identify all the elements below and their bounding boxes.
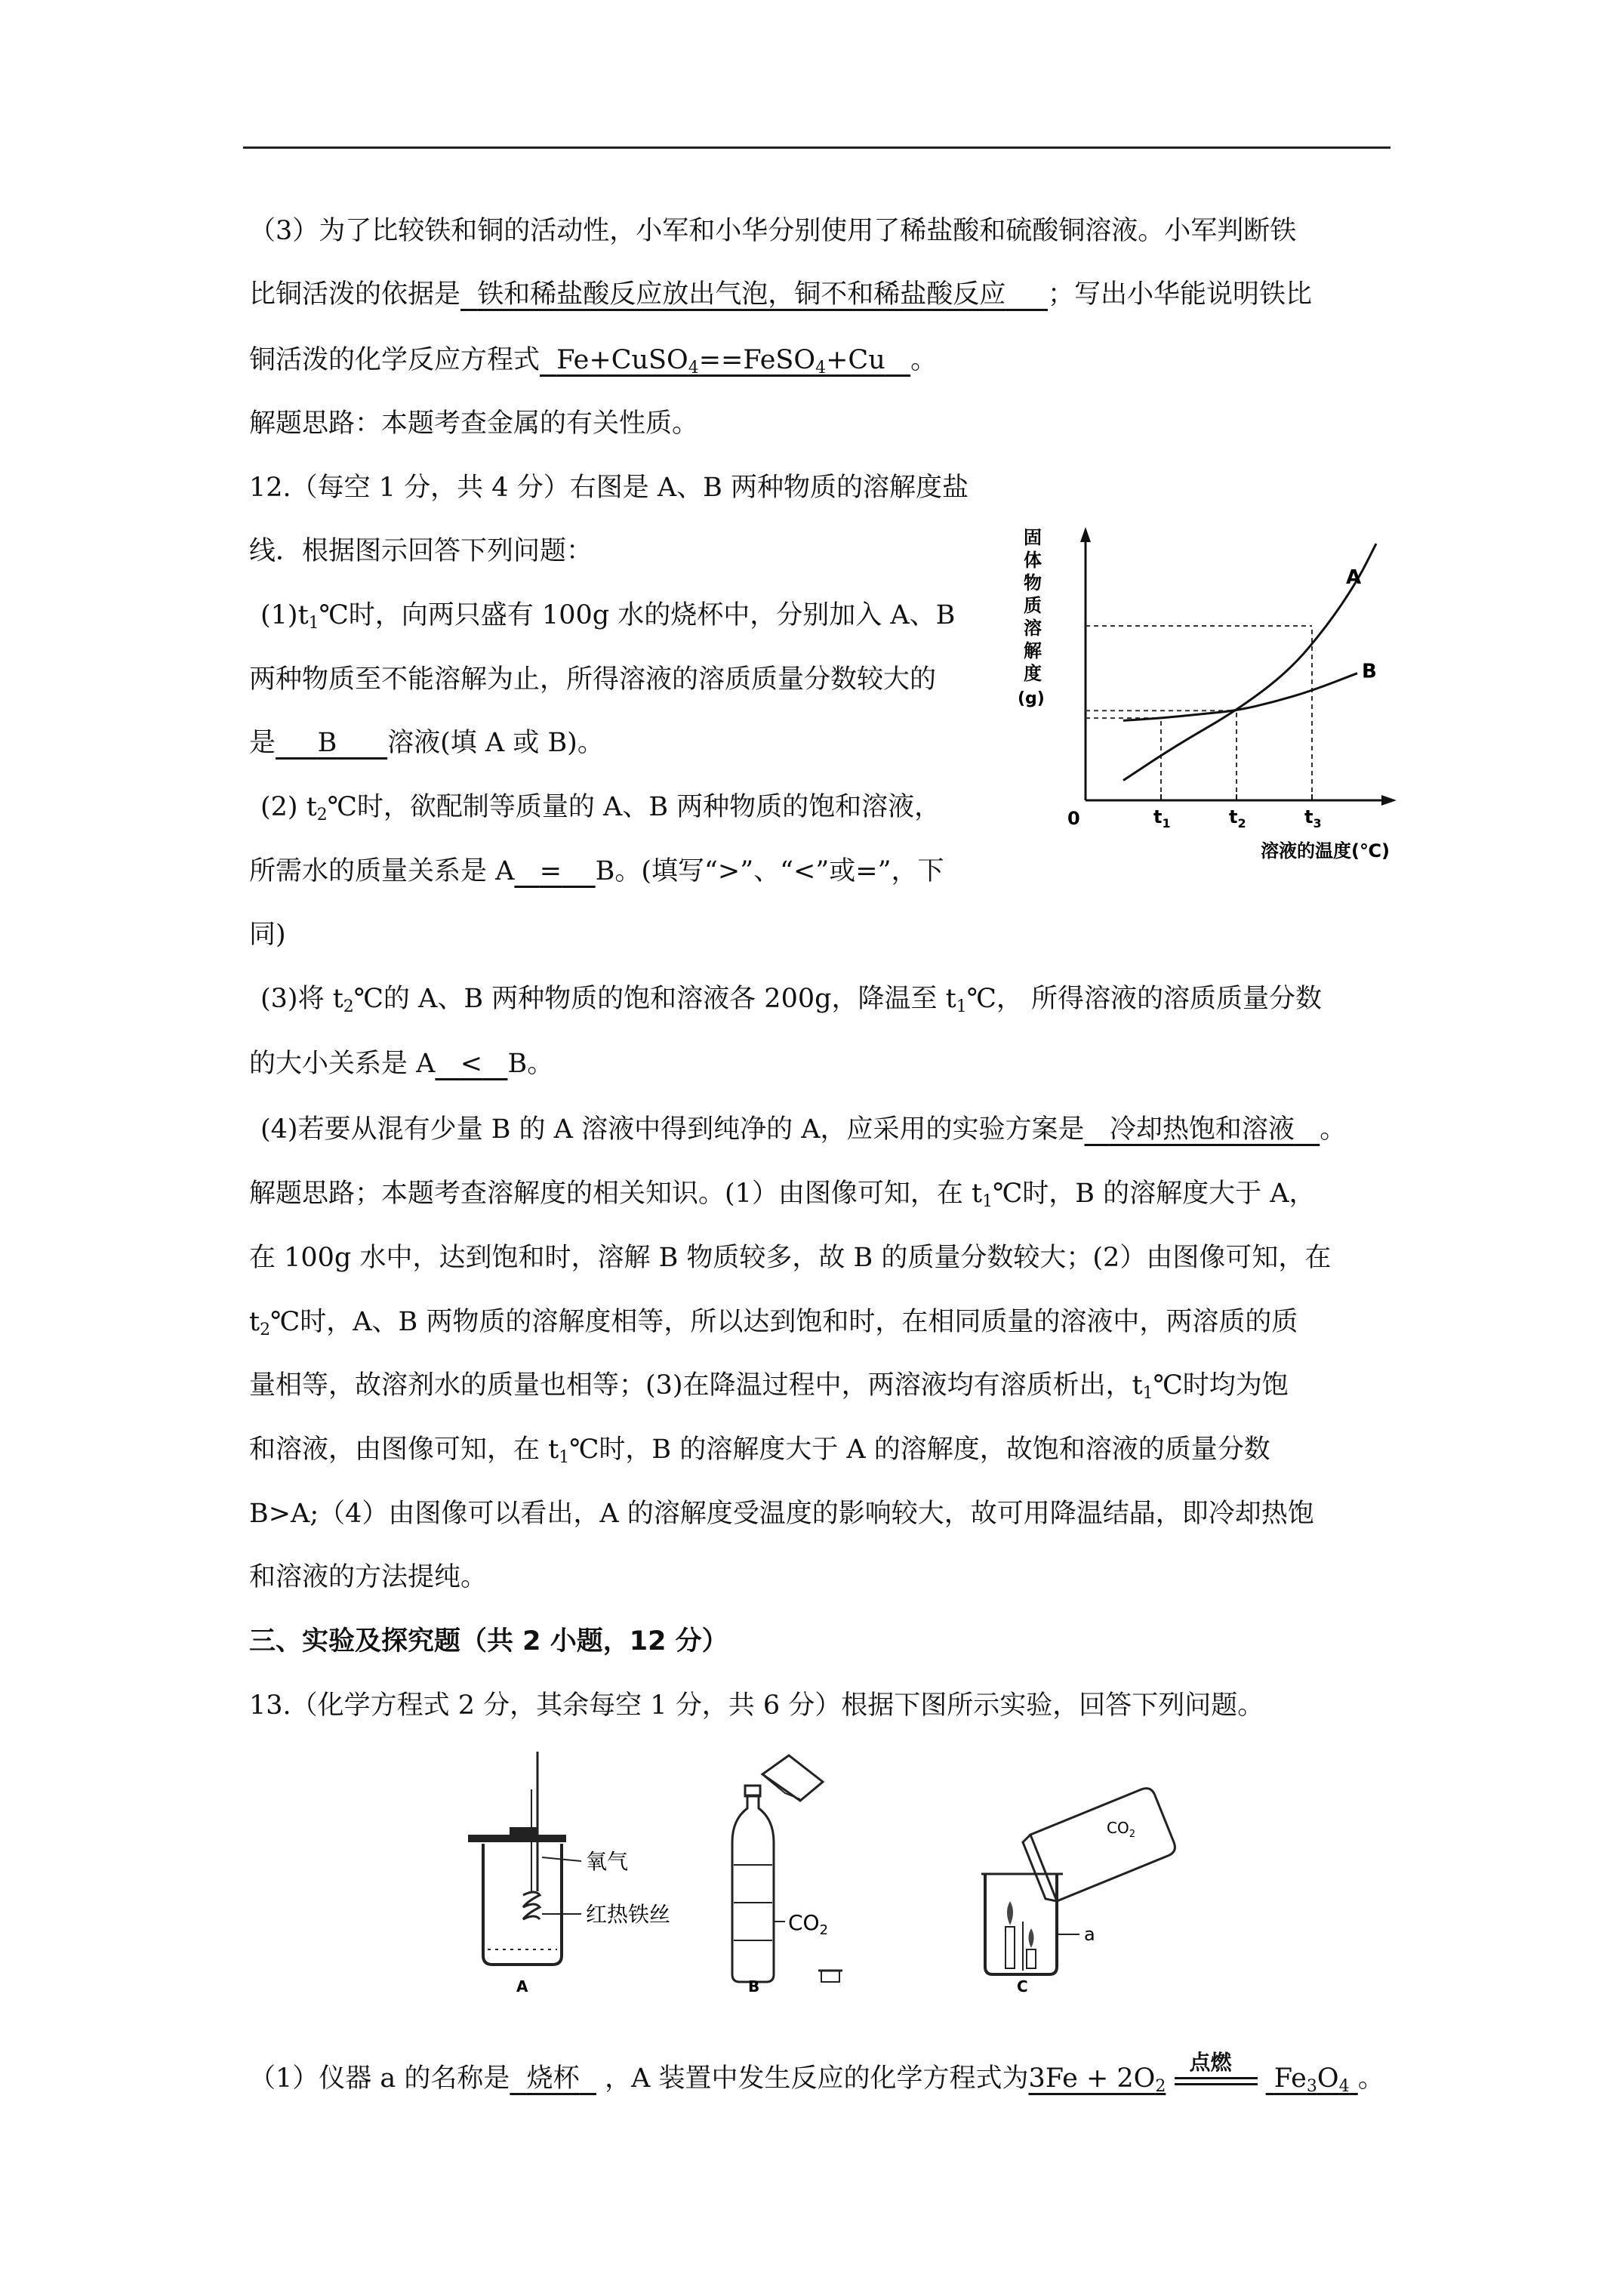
q12-answer3: < xyxy=(460,1049,483,1079)
label-c: C xyxy=(1017,1977,1028,1993)
chart-x-tick-label: $t_3$ xyxy=(1304,806,1322,831)
q11-3-line2: 比铜活泼的依据是 铁和稀盐酸反应放出气泡，铜不和稀盐酸反应 ；写出小华能说明铁比 xyxy=(249,279,1312,310)
chart-xlabel: 溶液的温度(℃) xyxy=(1261,840,1390,861)
apparatus-a xyxy=(468,1752,670,1993)
q12-p4: (4)若要从混有少量 B 的 A 溶液中得到纯净的 A，应采用的实验方案是 冷却热饱和溶液 。 xyxy=(260,1114,1347,1145)
label-co2-c: $CO_2$ xyxy=(1107,1819,1135,1840)
experiment-figure xyxy=(453,1752,1208,1993)
label-b: B xyxy=(748,1977,760,1993)
header-rule xyxy=(243,146,1390,149)
chart-series-b xyxy=(1123,673,1357,721)
chart-x-tick-label: $t_2$ xyxy=(1229,806,1246,831)
apparatus-b xyxy=(732,1755,842,1993)
q12-hint-4: 量相等，故溶剂水的质量也相等；(3)在降温过程中，两溶液均有溶质析出，$t_1℃$时均为饱 xyxy=(249,1370,1289,1403)
chart-ylabel-char: 体 xyxy=(1024,550,1042,571)
apparatus-c xyxy=(981,1789,1175,1993)
q12-p2-line3: 同) xyxy=(249,920,286,950)
q12-answer2: = xyxy=(539,856,562,886)
label-oxygen: 氧气 xyxy=(586,1849,629,1874)
label-co2-b: $CO_2$ xyxy=(788,1910,829,1938)
q12-p3-line2: 的大小关系是 A < B。 xyxy=(249,1049,554,1079)
q12-p1-line2: 两种物质至不能溶解为止，所得溶液的溶质质量分数较大的 xyxy=(249,664,937,695)
q13-equation: $3Fe + 2O_2$ xyxy=(1028,2063,1166,2096)
chart-origin-label: 0 xyxy=(1067,808,1080,829)
q12-title: 12.（每空 1 分，共 4 分）右图是 A、B 两种物质的溶解度盐 xyxy=(249,473,969,503)
chart-ylabel-unit: (g) xyxy=(1018,689,1045,708)
chart-series-label-b: B xyxy=(1362,660,1377,683)
chart-ylabel-char: 质 xyxy=(1024,595,1042,616)
q12-answer4: 冷却热饱和溶液 xyxy=(1109,1114,1295,1145)
q12-hint-7: 和溶液的方法提纯。 xyxy=(249,1562,488,1592)
chart-ylabel-char: 解 xyxy=(1024,640,1042,661)
section3-heading: 三、实验及探究题（共 2 小题，12 分） xyxy=(249,1626,728,1657)
chart-y-arrow xyxy=(1080,527,1091,542)
label-a-beaker: a xyxy=(1084,1924,1095,1945)
q11-3-line3: 铜活泼的化学反应方程式 Fe+CuSO$_4$==FeSO$_4$+Cu 。 xyxy=(249,345,938,378)
chart-x-tick-label: $t_1$ xyxy=(1153,806,1171,831)
q11-3-line1: （3）为了比较铁和铜的活动性，小军和小华分别使用了稀盐酸和硫酸铜溶液。小军判断铁 xyxy=(249,216,1297,246)
q11-hint: 解题思路：本题考查金属的有关性质。 xyxy=(249,408,699,439)
chart-ylabel-char: 度 xyxy=(1024,663,1042,684)
solubility-chart xyxy=(1012,513,1434,868)
q12-p1-line1: $(1)t_1℃$时，向两只盛有 100g 水的烧杯中，分别加入 A、B xyxy=(260,600,956,633)
chart-series-label-a: A xyxy=(1346,566,1362,589)
reaction-condition: 点燃 xyxy=(1175,2065,1258,2095)
q12-p1-line3: 是 B 溶液(填 A 或 B)。 xyxy=(249,728,604,758)
q12-hint-5: 和溶液，由图像可知，在 $t_1℃$时，B 的溶解度大于 A 的溶解度，故饱和溶液的质量分数 xyxy=(249,1435,1270,1467)
label-iron-wire: 红热铁丝 xyxy=(586,1902,671,1927)
q12-title2: 线．根据图示回答下列问题： xyxy=(249,536,593,566)
q13-answer1: 烧杯 xyxy=(526,2063,580,2094)
label-a: A xyxy=(516,1977,528,1993)
q12-hint-1: 解题思路；本题考查溶解度的相关知识。(1）由图像可知，在 $t_1℃$时，B 的溶解度大于 A， xyxy=(249,1179,1316,1211)
q12-hint-3: $t_2℃$时，A、B 两物质的溶解度相等，所以达到饱和时，在相同质量的溶液中，两溶质的质 xyxy=(249,1307,1298,1339)
q12-answer1: B xyxy=(317,728,337,758)
q11-3-answer2: Fe+CuSO$_4$==FeSO$_4$+Cu xyxy=(556,345,885,378)
chart-ylabel-char: 溶 xyxy=(1024,618,1042,639)
q11-3-answer1: 铁和稀盐酸反应放出气泡，铜不和稀盐酸反应 xyxy=(477,279,1006,310)
q12-hint-2: 在 100g 水中，达到饱和时，溶解 B 物质较多，故 B 的质量分数较大；(2）由图像可知，在 xyxy=(249,1243,1332,1273)
chart-ylabel-char: 物 xyxy=(1024,572,1042,593)
chart-ylabel xyxy=(1018,527,1045,708)
chart-series-a xyxy=(1123,544,1376,781)
q12-p2-line2: 所需水的质量关系是 A = B。(填写“>”、“<”或=”，下 xyxy=(249,856,944,886)
q12-p2-line1: (2) $t_2℃$时，欲配制等质量的 A、B 两种物质的饱和溶液， xyxy=(260,792,941,824)
q12-p3-line1: (3)将 $t_2℃$的 A、B 两种物质的饱和溶液各 200g，降温至 $t_1℃$， 所得溶液的溶质质量分数 xyxy=(260,984,1322,1016)
chart-x-arrow xyxy=(1381,795,1397,806)
q13-title: 13.（化学方程式 2 分，其余每空 1 分，共 6 分）根据下图所示实验，回答下列问题。 xyxy=(249,1690,1264,1721)
q12-hint-6: B>A;（4）由图像可以看出，A 的溶解度受温度的影响较大，故可用降温结晶，即冷却热饱 xyxy=(249,1499,1314,1529)
chart-ylabel-char: 固 xyxy=(1024,527,1042,548)
q13-p1: （1）仪器 a 的名称是 烧杯 ，A 装置中发生反应的化学方程式为$3Fe + 2O_2$ 点燃 $Fe_3O_4$ 。 xyxy=(249,2049,1384,2096)
q13-product: $Fe_3O_4$ xyxy=(1273,2063,1350,2096)
